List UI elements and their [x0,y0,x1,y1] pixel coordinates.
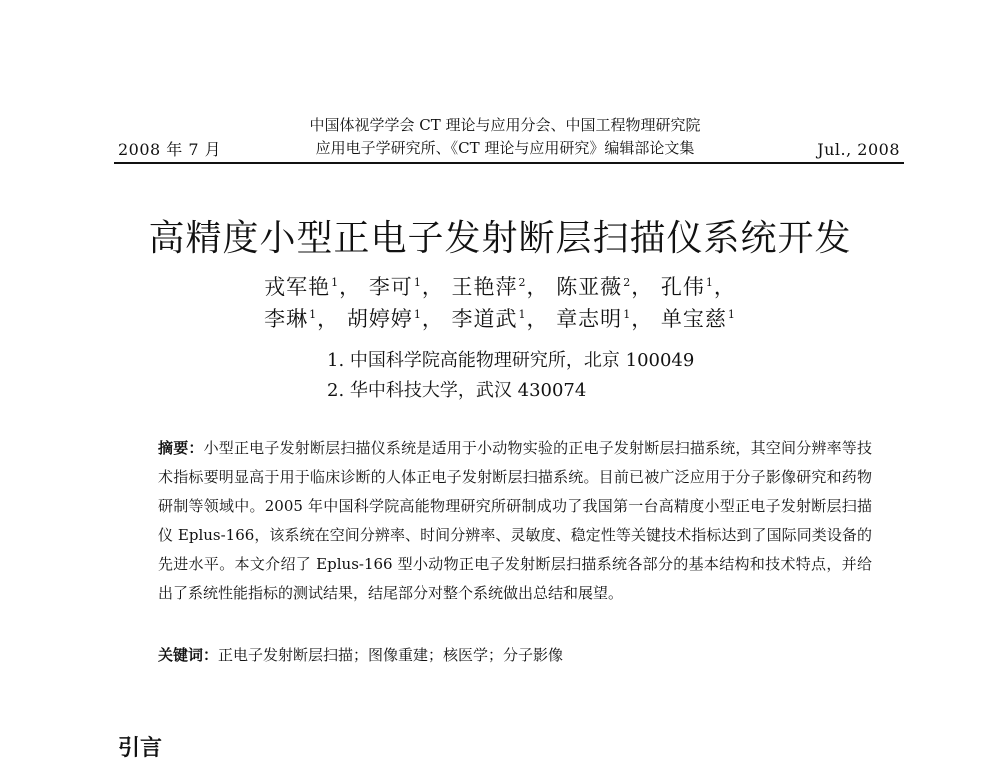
affiliation-marker: 1 [705,276,714,289]
abstract-label: 摘要： [158,439,204,457]
affiliation-marker: 1 [727,308,736,321]
author-list-line2 [0,303,1000,333]
affiliation-1: 1. 中国科学院高能物理研究所，北京 100049 [327,350,695,371]
author: 单宝慈$^1$ [660,307,736,331]
header-divider [114,162,904,164]
affiliation-marker: 2 [518,276,527,289]
section-heading-introduction: 引言 [118,736,163,761]
journal-header-line1: 中国体视学学会 CT 理论与应用分会、中国工程物理研究院 [309,116,701,134]
keywords-label: 关键词： [158,646,219,664]
author: 李道武$^1$， [451,307,549,331]
keywords-text: 正电子发射断层扫描；图像重建；核医学；分子影像 [218,646,564,664]
author: 章志明$^1$， [556,307,654,331]
affiliation-marker: 1 [331,276,340,289]
author: 陈亚薇$^2$， [556,275,654,299]
abstract-text: 小型正电子发射断层扫描仪系统是适用于小动物实验的正电子发射断层扫描系统，其空间分辨率等技术指标要明显高于用于临床诊断的人体正电子发射断层扫描系统。目前已被广泛应用于分子影像研究和药物研制等领域中。2005 年中国科学院高能物理研究所研制成功了我国第一台高精度小型正电子发射断层扫描仪 Eplus-166，该系统在空间分辨率、时间分辨率、灵敏度、稳定性等关键技术指标达到了国际同类设备的先进水平。本文介绍了 Eplus-166 型小动物正电子发射断层扫描系统各部分的基本结构和技术特点，并给出了系统性能指标的测试结果，结尾部分对整个系统做出总结和展望。 [158,439,872,602]
journal-header-line2: 应用电子学研究所、《CT 理论与应用研究》编辑部论文集 [315,139,695,157]
affiliation-marker: 2 [623,276,632,289]
affiliation-marker: 1 [413,308,422,321]
affiliation-marker: 1 [623,308,632,321]
author: 李琳$^1$， [264,307,340,331]
abstract [158,434,872,608]
affiliation-marker: 1 [309,308,318,321]
author-list-line1 [0,271,1000,301]
affiliation-marker: 1 [518,308,527,321]
paper-title: 高精度小型正电子发射断层扫描仪系统开发 [148,218,852,259]
affiliation-2: 2. 华中科技大学，武汉 430074 [327,380,587,401]
journal-header [270,114,740,160]
author: 戎军艳$^1$， [264,275,362,299]
author: 孔伟$^1$， [660,275,736,299]
header-date-left: 2008 年 7 月 [118,140,222,159]
author: 胡婷婷$^1$， [346,307,444,331]
author: 李可$^1$， [368,275,444,299]
affiliation-marker: 1 [413,276,422,289]
author: 王艳萍$^2$， [451,275,549,299]
header-date-right: Jul., 2008 [817,140,900,159]
keywords [158,644,872,665]
